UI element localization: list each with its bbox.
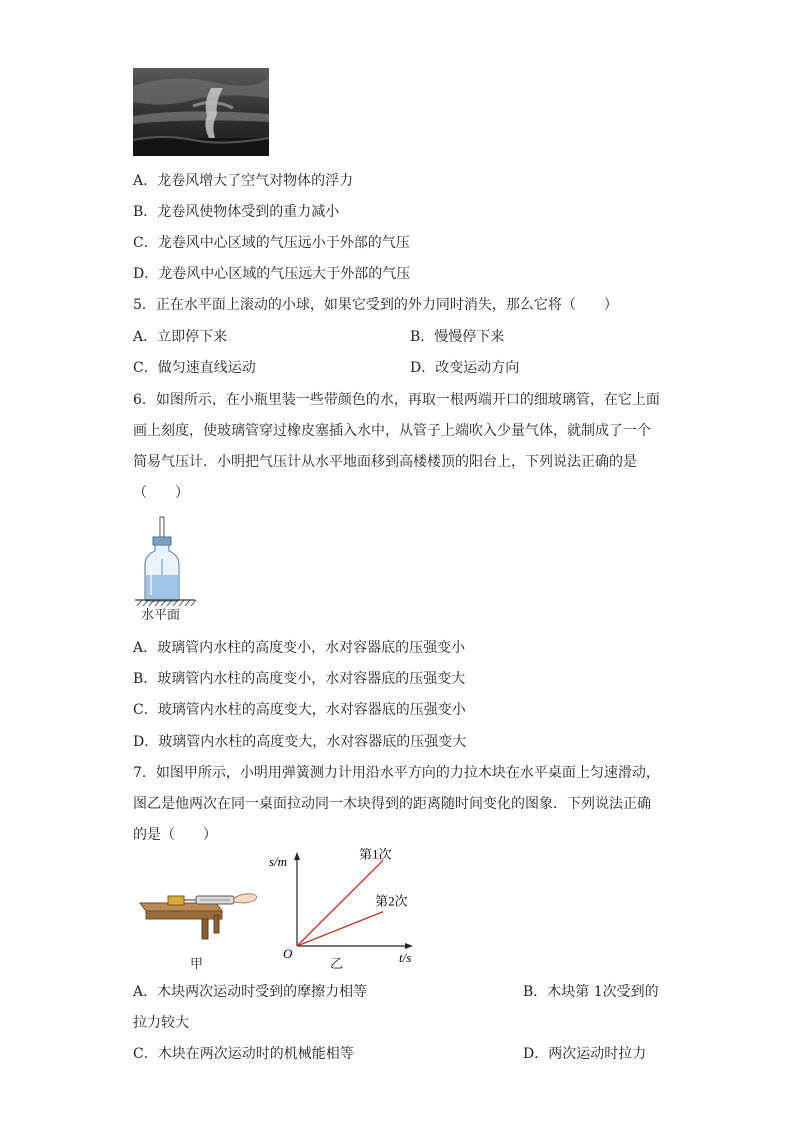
series-line-second: [297, 912, 383, 946]
q7-stem-line1: 7．如图甲所示，小明用弹簧测力计用沿水平方向的力拉木块在水平桌面上匀速滑动，: [133, 765, 660, 781]
q6-option-a: A．玻璃管内水柱的高度变小，水对容器底的压强变小: [133, 640, 466, 656]
q6-option-c: C．玻璃管内水柱的高度变大，水对容器底的压强变小: [133, 702, 466, 718]
q7-stem-line3: 的是（ ）: [133, 827, 217, 843]
barometer-ground-label: 水平面: [141, 608, 181, 623]
series-label-second: 第2次: [375, 893, 408, 909]
q5-option-a: A．立即停下来: [133, 329, 228, 345]
q7-option-d: D．两次运动时拉力: [523, 1046, 647, 1062]
origin-label: O: [283, 946, 293, 961]
x-axis-arrow: [405, 943, 413, 949]
q4-option-c: C．龙卷风中心区域的气压远小于外部的气压: [133, 235, 410, 251]
q6-option-b: B．玻璃管内水柱的高度变小，水对容器底的压强变大: [133, 671, 466, 687]
q7-figure-jia: [138, 885, 262, 972]
q6-option-d: D．玻璃管内水柱的高度变大，水对容器底的压强变大: [133, 734, 467, 750]
q5-option-c: C．做匀速直线运动: [133, 360, 256, 376]
q6-stem-line4: （ ）: [133, 485, 189, 501]
y-axis-label: s/m: [269, 854, 288, 869]
series-line-first: [297, 860, 383, 946]
y-axis-arrow: [294, 852, 300, 860]
q7-figure-yi-chart: [265, 848, 425, 972]
q7-figure-yi-label: 乙: [330, 957, 344, 972]
q7-option-b-continued: 拉力较大: [133, 1015, 189, 1031]
q7-option-c: C．木块在两次运动时的机械能相等: [133, 1046, 354, 1062]
q4-option-a: A．龙卷风增大了空气对物体的浮力: [133, 173, 354, 189]
q6-stem-line1: 6．如图所示，在小瓶里装一些带颜色的水，再取一根两端开口的细玻璃管，在它上面: [133, 392, 660, 408]
q4-option-d: D．龙卷风中心区域的气压远大于外部的气压: [133, 266, 411, 282]
tornado-photo: [133, 68, 269, 156]
barometer-figure: [133, 515, 203, 625]
q5-option-d: D．改变运动方向: [410, 360, 520, 376]
q6-stem-line2: 画上刻度，使玻璃管穿过橡皮塞插入水中，从管子上端吹入少量气体，就制成了一个: [133, 423, 651, 439]
q6-stem-line3: 简易气压计．小明把气压计从水平地面移到高楼楼顶的阳台上，下列说法正确的是: [133, 454, 637, 470]
q7-stem-line2: 图乙是他两次在同一桌面拉动同一木块得到的距离随时间变化的图象．下列说法正确: [133, 796, 651, 812]
q5-option-b: B．慢慢停下来: [410, 329, 505, 345]
q7-option-b: B．木块第 1次受到的: [523, 984, 659, 1000]
st-graph-svg: [265, 848, 425, 972]
q5-stem: 5．正在水平面上滚动的小球，如果它受到的外力同时消失，那么它将（ ）: [133, 297, 618, 313]
q4-option-b: B．龙卷风使物体受到的重力减小: [133, 204, 340, 220]
series-label-first: 第1次: [359, 848, 392, 862]
q7-figure-jia-label: 甲: [190, 957, 204, 972]
q7-option-a: A．木块两次运动时受到的摩擦力相等: [133, 984, 368, 1000]
x-axis-label: t/s: [399, 950, 412, 965]
